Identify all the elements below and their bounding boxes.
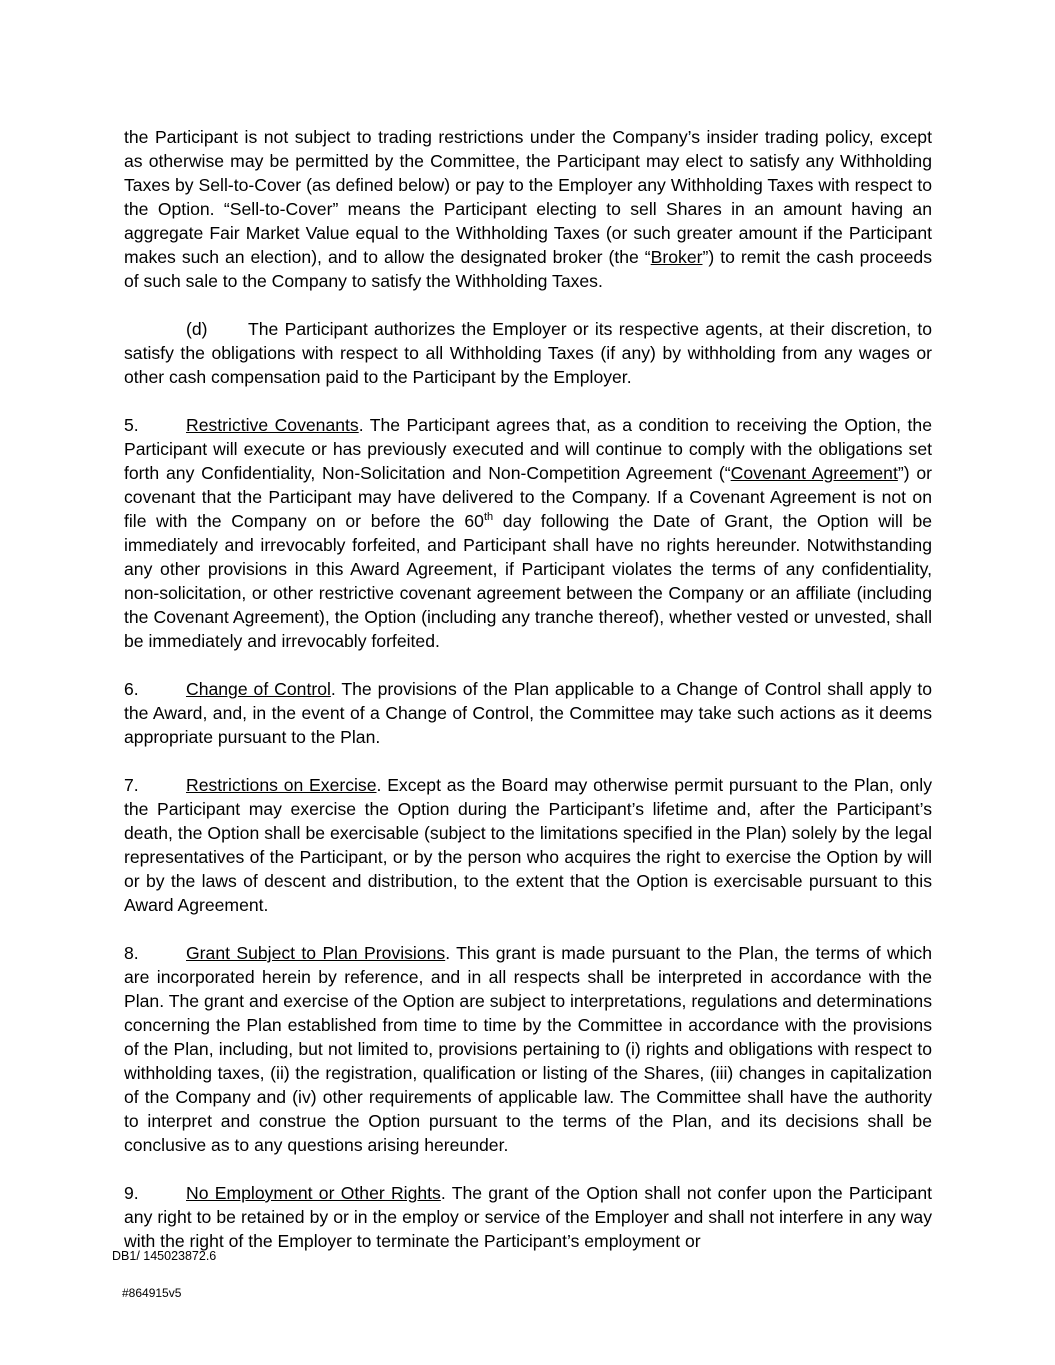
section-5 bbox=[124, 413, 932, 653]
document-body bbox=[124, 125, 932, 1253]
section-5-number: 5. bbox=[124, 415, 139, 435]
section-8-text: . This grant is made pursuant to the Plan, the terms of which are incorporated herein by reference, and in all respects shall be interpreted in accordance with the Plan. The grant and exercise of the Option are subject to interpretations, regulations and determinations concerning the Plan established from time to time by the Committee in accordance with the provisions of the Plan, including, but not limited to, provisions pertaining to (i) rights and obligations with respect to withholding taxes, (ii) the registration, qualification or listing of the Shares, (iii) changes in capitalization of the Company and (iv) other requirements of applicable law. The Committee shall have the authority to interpret and construe the Option pursuant to the terms of the Plan, and its decisions shall be conclusive as to any questions arising hereunder. bbox=[124, 943, 933, 1155]
subsection-d bbox=[124, 317, 932, 389]
continuation-paragraph bbox=[124, 125, 932, 293]
section-5-superscript: th bbox=[483, 511, 494, 524]
continuation-text: the Participant is not subject to trading restrictions under the Company’s insider trading policy, except as otherwise may be permitted by the Committee, the Participant may elect to satisfy any Withholding Taxes by Sell-to-Cover (as defined below) or pay to the Employer any Withholding Taxes with respect to the Option. “Sell-to-Cover” means the Participant electing to sell Shares in an amount having an aggregate Fair Market Value equal to the Withholding Taxes (or such greater amount if the Participant makes such an election), and to allow the designated broker (the “ bbox=[124, 127, 932, 267]
section-6-number: 6. bbox=[124, 679, 139, 699]
section-6-text: . The provisions of the Plan applicable to a Change of Control shall apply to the Award, and, in the event of a Change of Control, the Committee may take such actions as it deems appropriate pursuant to the Plan. bbox=[124, 679, 933, 747]
section-9-number: 9. bbox=[124, 1183, 139, 1203]
section-8 bbox=[124, 941, 932, 1157]
section-7-heading: Restrictions on Exercise bbox=[186, 775, 377, 795]
section-9-text: . The grant of the Option shall not confer upon the Participant any right to be retained by or in the employ or service of the Employer and shall not interfere in any way with the right of the Employer to terminate the Participant’s employment or bbox=[124, 1183, 932, 1251]
section-7-number: 7. bbox=[124, 775, 139, 795]
section-5-heading: Restrictive Covenants bbox=[186, 415, 359, 435]
defined-term-covenant-agreement: Covenant Agreement bbox=[730, 463, 898, 483]
subsection-d-label: (d) bbox=[186, 319, 208, 339]
section-5-text-3: day following the Date of Grant, the Option will be immediately and irrevocably forfeited, and Participant shall have no rights hereunder. Notwithstanding any other provisions in this Award Agreement, if Participant violates the terms of any confidentiality, non-solicitation, or other restrictive covenant agreement between the Company or an affiliate (including the Covenant Agreement), the Option (including any tranche thereof), whether vested or unvested, shall be immediately and irrevocably forfeited. bbox=[124, 511, 933, 651]
section-6-heading: Change of Control bbox=[186, 679, 331, 699]
footer-version: #864915v5 bbox=[122, 1286, 182, 1300]
section-5-text-1: . The Participant agrees that, as a condition to receiving the Option, the Participant will execute or has previously executed and will continue to comply with the obligations set forth any Confidentiality, Non-Solicitation and Non-Competition Agreement (“ bbox=[124, 415, 932, 483]
subsection-d-text: The Participant authorizes the Employer or its respective agents, at their discretion, to satisfy the obligations with respect to all Withholding Taxes (if any) by withholding from any wages or other cash compensation paid to the Participant by the Employer. bbox=[124, 319, 932, 387]
continuation-text-after: ”) to remit the cash proceeds of such sale to the Company to satisfy the Withholding Taxes. bbox=[124, 247, 932, 291]
section-8-number: 8. bbox=[124, 943, 139, 963]
defined-term-broker: Broker bbox=[650, 247, 703, 267]
section-6 bbox=[124, 677, 932, 749]
section-8-heading: Grant Subject to Plan Provisions bbox=[186, 943, 446, 963]
footer-document-id: DB1/ 145023872.6 bbox=[112, 1249, 217, 1263]
section-5-text-2: ”) or covenant that the Participant may have delivered to the Company. If a Covenant Agreement is not on file with the Company on or before the 60 bbox=[124, 463, 933, 531]
section-7-text: . Except as the Board may otherwise permit pursuant to the Plan, only the Participant may exercise the Option during the Participant’s lifetime and, after the Participant’s death, the Option shall be exercisable (subject to the limitations specified in the Plan) solely by the legal representatives of the Participant, or by the person who acquires the right to exercise the Option by will or by the laws of descent and distribution, to the extent that the Option is exercisable pursuant to this Award Agreement. bbox=[124, 775, 932, 915]
section-9 bbox=[124, 1181, 932, 1253]
section-9-heading: No Employment or Other Rights bbox=[186, 1183, 441, 1203]
section-7 bbox=[124, 773, 932, 917]
